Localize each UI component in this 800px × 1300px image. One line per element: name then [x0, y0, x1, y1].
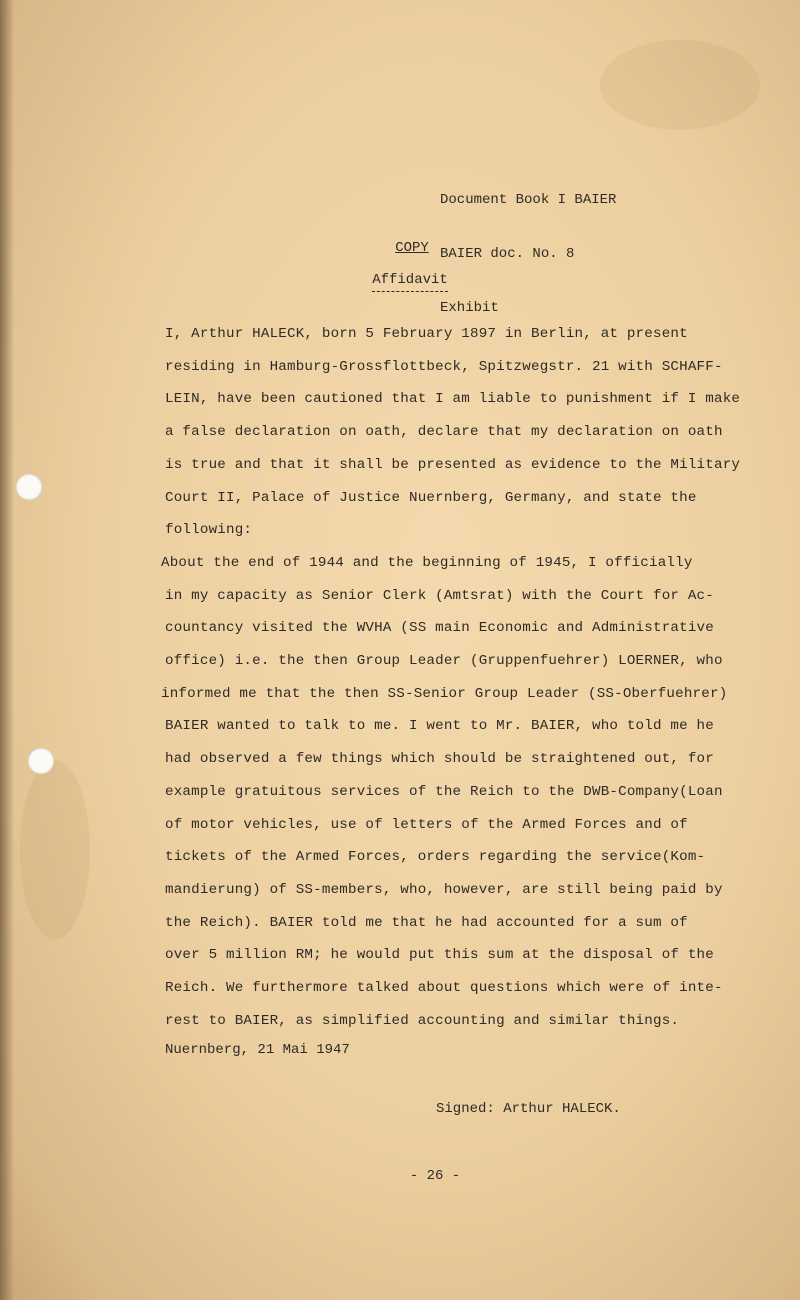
place-and-date: Nuernberg, 21 Mai 1947 [165, 1042, 350, 1058]
body-line: residing in Hamburg-Grossflottbeck, Spitzwegstr. 21 with SCHAFF- [165, 358, 723, 375]
body-line: office) i.e. the then Group Leader (Gruppenfuehrer) LOERNER, who [165, 653, 723, 670]
body-line: Reich. We furthermore talked about questions which were of inte- [165, 980, 723, 997]
body-line: tickets of the Armed Forces, orders regarding the service(Kom- [165, 849, 706, 866]
punch-hole-upper [16, 474, 42, 500]
body-line: LEIN, have been cautioned that I am liable to punishment if I make [165, 391, 741, 408]
body-line: example gratuitous services of the Reich to the DWB-Company(Loan [165, 783, 723, 800]
body-line: Court II, Palace of Justice Nuernberg, Germany, and state the [165, 489, 697, 506]
paper-stain [20, 760, 90, 940]
header-line: Exhibit [440, 300, 499, 316]
body-line: I, Arthur HALECK, born 5 February 1897 in Berlin, at present [165, 326, 688, 342]
scan-edge-shadow [0, 0, 14, 1300]
body-line: mandierung) of SS-members, who, however, are still being paid by [165, 881, 723, 898]
body-line: had observed a few things which should be straightened out, for [165, 751, 714, 768]
body-line: BAIER wanted to talk to me. I went to Mr. BAIER, who told me he [165, 718, 714, 735]
body-line: is true and that it shall be presented as evidence to the Military [165, 456, 741, 473]
body-line: in my capacity as Senior Clerk (Amtsrat) with the Court for Ac- [165, 587, 714, 604]
affidavit-body [161, 318, 741, 1037]
punch-hole-lower [28, 748, 54, 774]
body-line: countancy visited the WVHA (SS main Economic and Administrative [165, 620, 714, 637]
body-line: rest to BAIER, as simplified accounting and similar things. [165, 1012, 680, 1029]
subtitle-text: Affidavit [372, 272, 448, 292]
body-line: the Reich). BAIER told me that he had accounted for a sum of [165, 914, 688, 931]
body-line: About the end of 1944 and the beginning of 1945, I officially [161, 554, 693, 571]
document-subtitle [0, 272, 800, 288]
body-line: of motor vehicles, use of letters of the Armed Forces and of [165, 816, 688, 833]
body-line: over 5 million RM; he would put this sum at the disposal of the [165, 947, 714, 964]
page-number: - 26 - [409, 1168, 461, 1184]
body-line: informed me that the then SS-Senior Group Leader (SS-Oberfuehrer) [161, 685, 728, 702]
paper-stain [600, 40, 760, 130]
header-line: Document Book I BAIER [440, 192, 617, 208]
title-text: COPY [395, 240, 429, 256]
signature-line: Signed: Arthur HALECK. [436, 1101, 621, 1117]
header-line: BAIER doc. No. 8 [440, 246, 575, 262]
body-line: following: [165, 522, 253, 539]
body-line: a false declaration on oath, declare that my declaration on oath [165, 424, 723, 441]
document-title [0, 240, 800, 256]
